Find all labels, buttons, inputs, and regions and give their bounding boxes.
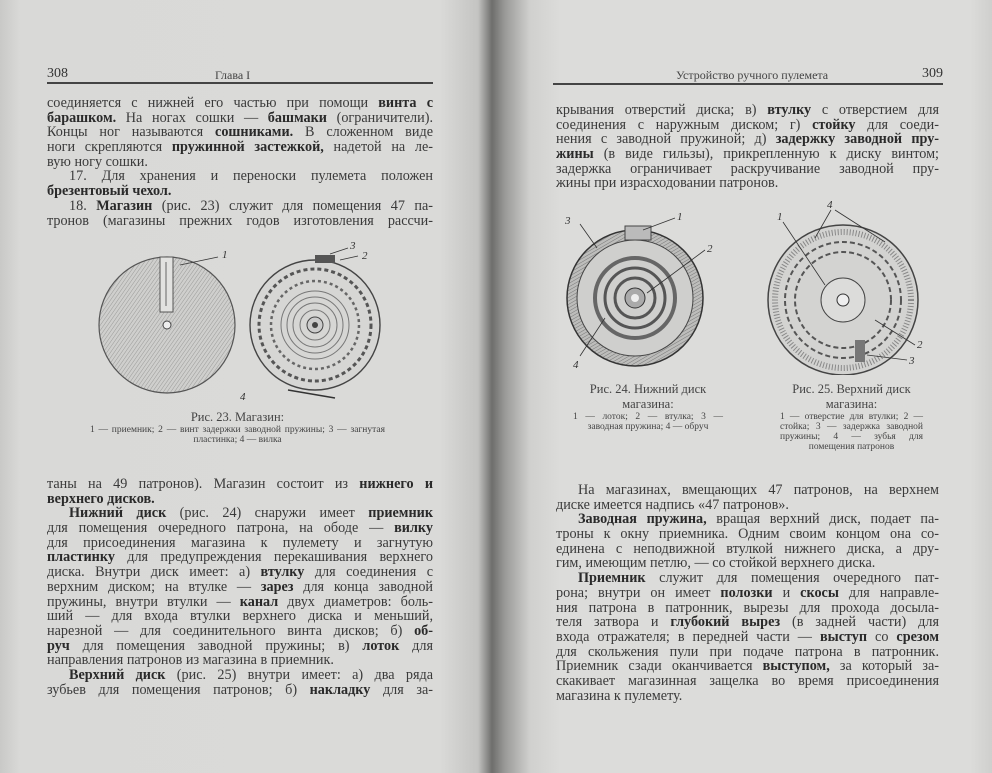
bold-term: канал (239, 593, 279, 610)
figure-24-caption (573, 382, 723, 432)
caption-title: Рис. 24. Нижний диск магазина: (589, 382, 707, 411)
text-run: для присоединения магазина к пулемету и загнутую (47, 534, 433, 551)
text-run: ния патрона в патронник, вырезы для прохода досыла- (556, 599, 939, 616)
text-line (556, 542, 939, 557)
callout-1: 1 (677, 211, 683, 223)
running-head: Глава I (215, 68, 251, 82)
bold-term: накладку (309, 681, 371, 698)
bold-term: выступ (819, 628, 868, 645)
callout-2: 2 (917, 339, 923, 351)
text-line (47, 184, 433, 199)
bold-term: полозки (720, 584, 773, 601)
text-line (47, 668, 433, 683)
text-run: таны на 49 патронов). Магазин состоит из (47, 476, 360, 492)
text-run: магазина к пулемету. (556, 687, 683, 704)
text-line (47, 595, 433, 610)
text-run: со (867, 628, 897, 645)
text-line (47, 565, 433, 580)
bold-term: скосы (800, 584, 839, 601)
text-run: ноги скрепляются (47, 139, 172, 156)
text-run: для предупреждения перекашивания верхнего (114, 549, 433, 566)
text-run: диске имеется надпись «47 патронов». (556, 496, 789, 513)
caption-legend: 1 — приемник; 2 — винт задержки заводной пружины; 3 — загнутая пластинка; 4 — вилка (90, 425, 385, 445)
text-block (556, 103, 939, 191)
text-run: двух диаметров: боль- (278, 593, 433, 610)
header-rule (47, 82, 433, 84)
text-run: вращая верхний диск, подает па- (706, 511, 940, 528)
text-run: и (772, 584, 801, 601)
text-line (47, 653, 433, 668)
text-run: нарезной — для соединительного винта дисков; б) (47, 622, 415, 639)
text-run: На магазинах, вмещающих 47 патронов, на верхнем (578, 482, 939, 498)
text-line (47, 199, 433, 214)
bold-term: выступом, (762, 658, 830, 675)
text-line (47, 521, 433, 536)
figure-23 (90, 240, 420, 410)
caption-title: Рис. 25. Верхний диск магазина: (792, 382, 911, 411)
text-run: 18. (69, 197, 97, 214)
text-run: гим, имеющим петлю, — со стойкой верхнего диска. (556, 555, 876, 572)
text-line (47, 536, 433, 551)
text-line (47, 506, 433, 521)
bold-term: брезентовый чехол. (47, 183, 172, 200)
magazine-inner-view (250, 255, 380, 390)
text-line (556, 659, 939, 674)
text-line (47, 125, 433, 140)
caption-legend: 1 — отверстие для втулки; 2 — стойка; 3 — задержка заводной пружины; 4 — зубья для помещения патронов (780, 412, 923, 452)
text-line (556, 556, 939, 571)
bold-term: задержку заводной пру- (775, 131, 940, 148)
text-line (556, 103, 939, 118)
text-run: верхним диском; на втулке — (47, 578, 261, 595)
header-rule (553, 83, 943, 85)
callout-4: 4 (827, 200, 833, 211)
bold-term: пружинной застежкой, (171, 139, 324, 156)
text-run: (рис. 25) внутри имеет: а) два ряда (165, 666, 434, 683)
text-line (556, 527, 939, 542)
callout-2: 2 (707, 243, 713, 255)
text-line (47, 580, 433, 595)
text-run: для конца заводной (293, 578, 433, 595)
text-block (47, 477, 433, 697)
bold-term: пластинку (47, 549, 115, 566)
text-run: нения с заводной пружиной; д) (556, 131, 776, 148)
bold-term: приемник (368, 505, 433, 522)
text-run: скакивает магазинная защелка во время присоединения (556, 672, 939, 689)
callout-2: 2 (362, 250, 368, 262)
text-line (47, 624, 433, 639)
bold-term: глубокий вырез (670, 614, 781, 631)
text-run: теля затвора и (556, 614, 671, 631)
callout-4: 4 (240, 391, 246, 403)
text-line (556, 615, 939, 630)
text-line (556, 674, 939, 689)
text-run: (рис. 23) служит для помещения 47 па- (152, 197, 434, 214)
text-run: соединяется с нижней его частью при помощи (47, 95, 379, 111)
text-line (47, 609, 433, 624)
bold-term: Заводная пружина, (578, 511, 707, 528)
text-line (556, 162, 939, 177)
text-run: троны к окну приемника. Одним своим концом она со- (556, 526, 939, 543)
text-run: для соеди- (855, 116, 939, 133)
figure-24 (555, 208, 725, 373)
text-block (556, 483, 939, 703)
text-block (47, 96, 433, 228)
text-line (556, 176, 939, 191)
text-run: 17. Для хранения и переноски пулемета положен (69, 168, 433, 185)
text-run: диска. Внутри диск имеет: а) (47, 564, 261, 581)
text-run: для помещения заводной пружины; в) (69, 637, 363, 654)
bold-term: втулку (260, 564, 305, 581)
bold-term: Приемник (578, 570, 646, 587)
bold-term: лоток (362, 637, 400, 654)
callout-3: 3 (565, 215, 571, 227)
text-line (556, 132, 939, 147)
bold-term: жины (556, 146, 594, 163)
text-run: (в задней части) для (780, 614, 939, 631)
text-run: служит для помещения очередного пат- (645, 570, 939, 587)
text-run: Концы ног называются (47, 124, 216, 141)
text-line (47, 639, 433, 654)
text-run: с отверстием для (811, 102, 939, 118)
bold-term: винта с (378, 95, 433, 111)
text-line (47, 155, 433, 170)
bold-term: барашком. (47, 109, 117, 126)
bold-term: Верхний диск (69, 666, 166, 683)
text-run: для направле- (838, 584, 939, 601)
text-line (556, 571, 939, 586)
bold-term: срезом (896, 628, 939, 645)
text-run: для за- (370, 681, 433, 698)
bold-term: сошниками. (215, 124, 294, 141)
text-line (556, 601, 939, 616)
figure-25-caption (780, 382, 923, 452)
figure-23-caption (90, 410, 385, 445)
callout-3: 3 (350, 240, 356, 252)
bold-term: нижнего и (359, 476, 433, 492)
text-line (47, 140, 433, 155)
text-run: пружины, внутри втулки — (47, 593, 240, 610)
text-line (556, 498, 939, 513)
text-line (556, 630, 939, 645)
text-run: жины при израсходовании патронов. (556, 175, 779, 192)
text-line (556, 512, 939, 527)
magazine-outer-view (99, 257, 235, 393)
text-run: задержка ограничивает раскручивание заводной пру- (556, 160, 939, 177)
text-run: (в виде гильзы), прикрепленную к диску винтом; (593, 146, 939, 163)
text-line (556, 645, 939, 660)
bold-term: верхнего дисков. (47, 490, 155, 507)
callout-1: 1 (777, 211, 783, 223)
text-run: ший — для входа втулки верхнего диска и меньший, (47, 608, 433, 625)
text-line (47, 169, 433, 184)
caption-title: Рис. 23. Магазин: (190, 410, 285, 424)
text-line (556, 147, 939, 162)
text-run: вую ногу сошки. (47, 153, 148, 170)
text-line (556, 483, 939, 498)
text-run: тронов (магазины прежних годов изготовления рассчи- (47, 212, 433, 229)
text-line (47, 683, 433, 698)
text-run: входа отражателя; в передней части — (556, 628, 820, 645)
text-run: надетой на ле- (323, 139, 433, 156)
text-run: направления патронов из магазина в приемник. (47, 652, 334, 669)
text-line (556, 689, 939, 704)
text-line (556, 586, 939, 601)
bold-term: вилку (394, 520, 433, 537)
text-line (556, 118, 939, 133)
text-line (47, 477, 433, 492)
text-run: (ограничители). (326, 109, 433, 126)
text-run: Приемник сзади оканчивается (556, 658, 763, 675)
text-line (47, 550, 433, 565)
figure-25 (755, 200, 940, 375)
text-line (47, 214, 433, 229)
text-run: крывания отверстий диска; в) (556, 102, 768, 118)
text-run: На ногах сошки — (116, 109, 268, 126)
page-number: 309 (922, 66, 943, 81)
callout-4: 4 (573, 359, 579, 371)
text-line (47, 492, 433, 507)
bold-term: Нижний диск (69, 505, 167, 522)
bold-term: втулку (767, 102, 812, 118)
text-run: соединения с наружным диском; г) (556, 116, 813, 133)
text-run: для помещения очередного патрона, на ободе — (47, 520, 395, 537)
callout-3: 3 (909, 355, 915, 367)
text-run: для (399, 637, 433, 654)
callout-1: 1 (222, 249, 228, 261)
text-run: зубьев для помещения патронов; б) (47, 681, 310, 698)
text-line (47, 111, 433, 126)
text-run: В сложенном виде (293, 124, 433, 141)
bold-term: зарез (260, 578, 294, 595)
running-head: Устройство ручного пулемета (676, 68, 829, 82)
bold-term: об- (414, 622, 433, 639)
bold-term: стойку (812, 116, 856, 133)
text-run: рона; внутри он имеет (556, 584, 721, 601)
bold-term: Магазин (96, 197, 153, 214)
caption-legend: 1 — лоток; 2 — втулка; 3 — заводная пружина; 4 — обруч (573, 412, 723, 432)
text-run: за который за- (829, 658, 939, 675)
bold-term: руч (47, 637, 70, 654)
page-number: 308 (47, 66, 68, 81)
text-run: для скольжения пули при подаче патрона в патронник. (556, 643, 939, 660)
text-run: единена с неподвижной втулкой нижнего диска, а дру- (556, 540, 939, 557)
bold-term: башмаки (267, 109, 327, 126)
text-line (47, 96, 433, 111)
text-run: (рис. 24) снаружи имеет (166, 505, 369, 522)
text-run: для соединения с (304, 564, 433, 581)
